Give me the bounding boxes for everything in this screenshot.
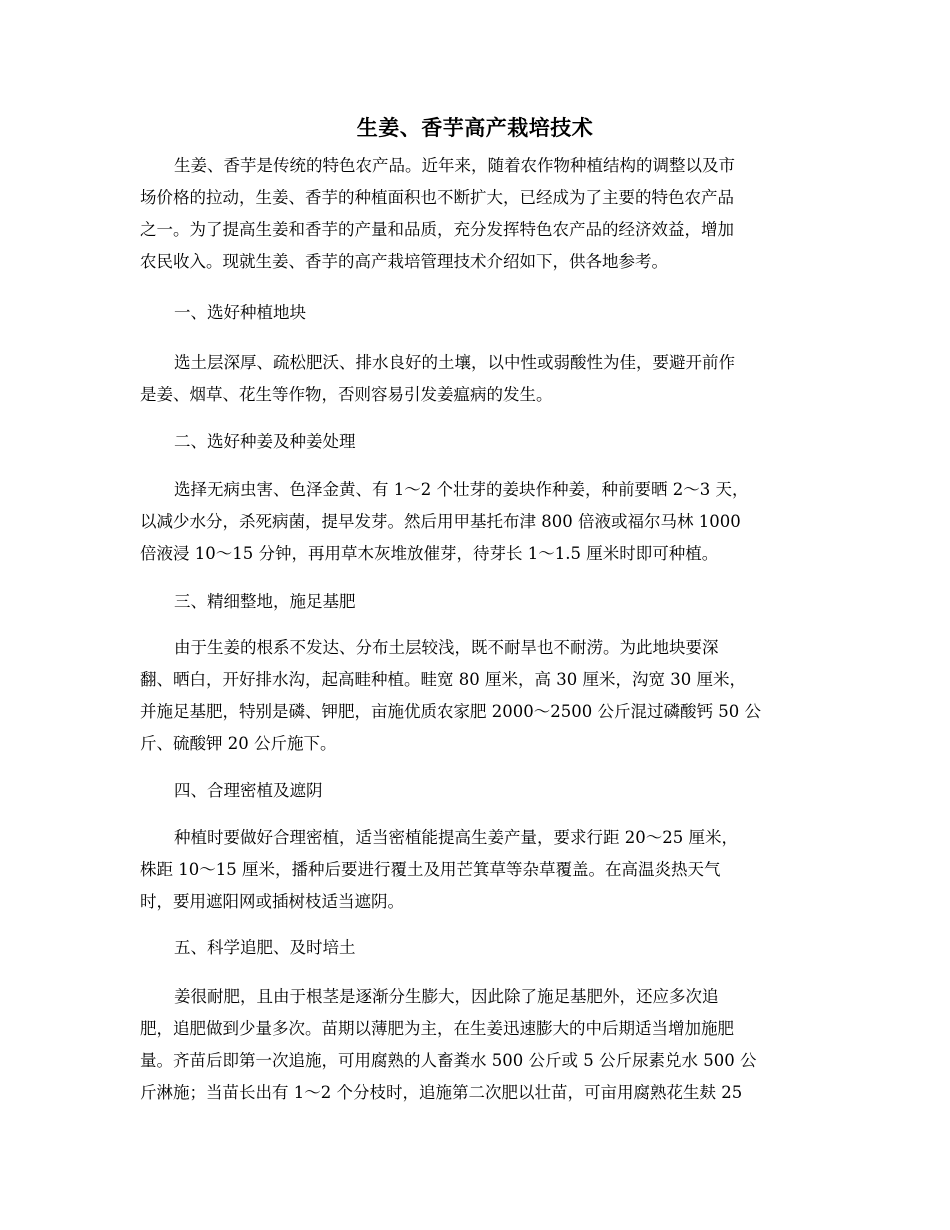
intro-line-4: 农民收入。现就生姜、香芋的高产栽培管理技术介绍如下，供各地参考。 <box>140 252 668 271</box>
section-3-line-3: 并施足基肥，特别是磷、钾肥，亩施优质农家肥 2000～2500 公斤混过磷酸钙 50 公 <box>140 702 761 721</box>
section-2-line-2: 以减少水分，杀死病菌，提早发芽。然后用甲基托布津 800 倍液或福尔马林 1000 <box>140 512 741 531</box>
section-3-line-2: 翻、晒白，开好排水沟，起高畦种植。畦宽 80 厘米，高 30 厘米，沟宽 30 厘米， <box>140 670 746 689</box>
section-4-line-1: 种植时要做好合理密植，适当密植能提高生姜产量，要求行距 20～25 厘米， <box>174 828 738 847</box>
section-4-line-2: 株距 10～15 厘米，播种后要进行覆土及用芒箕草等杂草覆盖。在高温炎热天气 <box>140 860 721 879</box>
intro-line-3: 之一。为了提高生姜和香芋的产量和品质，充分发挥特色农产品的经济效益，增加 <box>140 220 734 239</box>
section-heading-3: 三、精细整地，施足基肥 <box>174 592 356 611</box>
section-3-line-1: 由于生姜的根系不发达、分布土层较浅，既不耐旱也不耐涝。为此地块要深 <box>174 638 719 657</box>
section-heading-4: 四、合理密植及遮阴 <box>174 781 323 800</box>
section-2-line-3: 倍液浸 10～15 分钟，再用草木灰堆放催芽，待芽长 1～1.5 厘米时即可种植。 <box>140 544 719 563</box>
document-title: 生姜、香芋高产栽培技术 <box>356 115 594 140</box>
section-3-line-4: 斤、硫酸钾 20 公斤施下。 <box>140 734 337 753</box>
section-2-line-1: 选择无病虫害、色泽金黄、有 1～2 个壮芽的姜块作种姜，种前要晒 2～3 天， <box>174 480 749 499</box>
section-4-line-3: 时，要用遮阳网或插树枝适当遮阴。 <box>140 892 404 911</box>
intro-line-2: 场价格的拉动，生姜、香芋的种植面积也不断扩大，已经成为了主要的特色农产品 <box>140 188 734 207</box>
intro-line-1: 生姜、香芋是传统的特色农产品。近年来，随着农作物种植结构的调整以及市 <box>174 156 735 175</box>
section-heading-1: 一、选好种植地块 <box>174 303 306 322</box>
section-5-line-1: 姜很耐肥，且由于根茎是逐渐分生膨大，因此除了施足基肥外，还应多次追 <box>174 987 719 1006</box>
section-heading-2: 二、选好种姜及种姜处理 <box>174 432 356 451</box>
section-5-line-3: 量。齐苗后即第一次追施，可用腐熟的人畜粪水 500 公斤或 5 公斤尿素兑水 500 公 <box>140 1051 757 1070</box>
section-heading-5: 五、科学追肥、及时培土 <box>174 938 356 957</box>
section-1-line-2: 是姜、烟草、花生等作物，否则容易引发姜瘟病的发生。 <box>140 385 553 404</box>
section-1-line-1: 选土层深厚、疏松肥沃、排水良好的土壤，以中性或弱酸性为佳，要避开前作 <box>174 353 735 372</box>
section-5-line-2: 肥，追肥做到少量多次。苗期以薄肥为主，在生姜迅速膨大的中后期适当增加施肥 <box>140 1019 734 1038</box>
section-5-line-4: 斤淋施；当苗长出有 1～2 个分枝时，追施第二次肥以壮苗，可亩用腐熟花生麸 25 <box>140 1083 743 1102</box>
